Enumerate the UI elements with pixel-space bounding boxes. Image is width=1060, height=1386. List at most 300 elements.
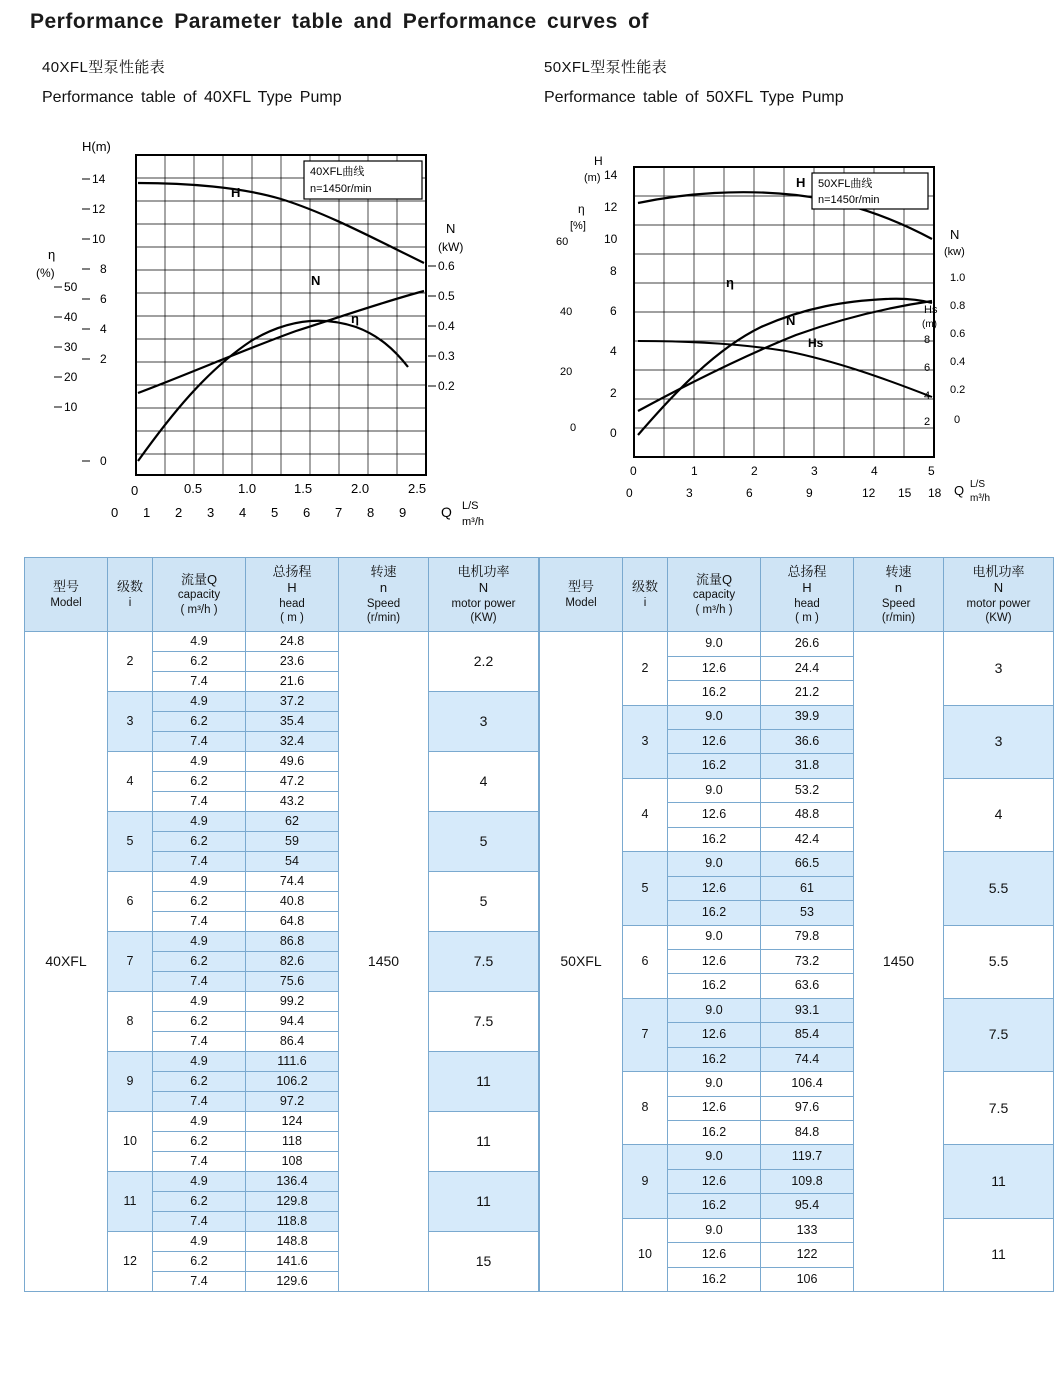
table-50xfl	[539, 557, 1054, 1292]
cell-head: 24.4	[761, 656, 854, 680]
header-power-cn: 电机功率	[457, 564, 510, 579]
cell-flow: 7.4	[153, 732, 246, 752]
cell-head: 62	[246, 812, 339, 832]
cell-flow: 6.2	[153, 1012, 246, 1032]
chart-40xfl-svg	[26, 135, 546, 535]
chart-50xfl-svg	[546, 135, 1060, 535]
svg-text:12: 12	[862, 486, 876, 500]
cell-flow: 12.6	[668, 876, 761, 900]
header-power-unit: (KW)	[985, 611, 1012, 624]
header-head-cn: 总扬程	[272, 564, 312, 579]
cell-head: 31.8	[761, 754, 854, 778]
cell-head: 84.8	[761, 1121, 854, 1145]
svg-text:(m): (m)	[922, 319, 937, 330]
svg-text:4: 4	[871, 464, 878, 478]
svg-text:(kw): (kw)	[944, 246, 965, 258]
cell-flow: 9.0	[668, 778, 761, 802]
cell-stage: 3	[623, 705, 668, 778]
svg-text:(kW): (kW)	[438, 240, 464, 254]
cell-power: 7.5	[429, 992, 539, 1052]
cell-head: 53.2	[761, 778, 854, 802]
cell-head: 74.4	[246, 872, 339, 892]
cell-head: 94.4	[246, 1012, 339, 1032]
header-model-en: Model	[565, 596, 597, 609]
cell-flow: 9.0	[668, 852, 761, 876]
svg-text:0.6: 0.6	[950, 328, 966, 340]
header-stage-en: i	[643, 596, 647, 609]
svg-text:3: 3	[811, 464, 818, 478]
header-speed-en: Speed	[366, 597, 401, 610]
cell-power: 5	[429, 872, 539, 932]
svg-text:0.2: 0.2	[438, 379, 455, 393]
cell-flow: 9.0	[668, 925, 761, 949]
header-model-cn: 型号	[567, 579, 594, 595]
cell-stage: 11	[108, 1172, 153, 1232]
svg-text:4: 4	[924, 390, 931, 402]
cell-head: 66.5	[761, 852, 854, 876]
header-stage	[623, 558, 668, 632]
svg-text:N: N	[311, 273, 321, 288]
svg-text:0: 0	[626, 486, 633, 500]
svg-text:0: 0	[111, 505, 119, 520]
cell-power: 3	[944, 705, 1054, 778]
section-heading-cn: 50XFL型泵性能表	[544, 59, 668, 76]
cell-power: 5	[429, 812, 539, 872]
cell-stage: 12	[108, 1232, 153, 1292]
svg-text:50: 50	[64, 280, 78, 294]
cell-flow: 4.9	[153, 1172, 246, 1192]
cell-head: 40.8	[246, 892, 339, 912]
cell-stage: 4	[623, 778, 668, 851]
svg-text:2: 2	[610, 386, 617, 400]
cell-flow: 9.0	[668, 1145, 761, 1169]
cell-stage: 10	[623, 1218, 668, 1292]
cell-stage: 2	[108, 632, 153, 692]
cell-head: 108	[246, 1152, 339, 1172]
svg-text:2: 2	[175, 505, 183, 520]
cell-flow: 7.4	[153, 672, 246, 692]
cell-head: 86.4	[246, 1032, 339, 1052]
svg-text:9: 9	[806, 486, 813, 500]
header-model	[540, 558, 623, 632]
header-head-unit: ( m )	[280, 611, 304, 624]
cell-head: 93.1	[761, 998, 854, 1022]
cell-power: 3	[944, 632, 1054, 705]
cell-stage: 3	[108, 692, 153, 752]
svg-text:1.0: 1.0	[238, 481, 257, 496]
svg-text:N: N	[786, 313, 796, 328]
svg-text:40: 40	[560, 306, 573, 318]
header-flow-en: capacity	[177, 589, 221, 602]
header-head-en: head	[794, 597, 820, 610]
svg-text:8: 8	[924, 334, 931, 346]
svg-text:14: 14	[92, 172, 106, 186]
cell-head: 111.6	[246, 1052, 339, 1072]
header-head-unit: ( m )	[795, 611, 819, 624]
svg-text:0.6: 0.6	[438, 259, 455, 273]
section-heading-cn: 40XFL型泵性能表	[42, 59, 166, 76]
cell-flow: 12.6	[668, 949, 761, 973]
svg-text:H: H	[796, 175, 806, 190]
cell-flow: 4.9	[153, 632, 246, 652]
cell-head: 37.2	[246, 692, 339, 712]
cell-power: 5.5	[944, 925, 1054, 998]
svg-text:H: H	[594, 154, 603, 168]
svg-text:3: 3	[686, 486, 693, 500]
svg-text:2: 2	[100, 352, 107, 366]
svg-text:L/S: L/S	[462, 500, 479, 512]
header-model	[25, 558, 108, 632]
header-power	[944, 558, 1054, 632]
cell-head: 73.2	[761, 949, 854, 973]
cell-power: 7.5	[944, 1072, 1054, 1145]
cell-power: 7.5	[944, 998, 1054, 1071]
cell-head: 79.8	[761, 925, 854, 949]
svg-text:n=1450r/min: n=1450r/min	[310, 183, 372, 195]
cell-head: 99.2	[246, 992, 339, 1012]
cell-head: 42.4	[761, 827, 854, 851]
document-page	[0, 10, 1060, 1386]
cell-stage: 5	[623, 852, 668, 925]
svg-text:0: 0	[570, 422, 577, 434]
cell-head: 106	[761, 1267, 854, 1292]
cell-flow: 7.4	[153, 1032, 246, 1052]
svg-text:η: η	[578, 202, 585, 216]
header-flow-cn: 流量Q	[180, 572, 218, 588]
table-row	[540, 632, 1054, 656]
header-power	[429, 558, 539, 632]
cell-flow: 9.0	[668, 632, 761, 656]
performance-tables	[14, 557, 1046, 1292]
svg-text:8: 8	[367, 505, 375, 520]
svg-text:Q: Q	[441, 504, 452, 520]
table-40xfl	[24, 557, 539, 1292]
header-stage-cn: 级数	[116, 579, 143, 595]
svg-text:H: H	[231, 185, 241, 200]
svg-text:Q: Q	[954, 483, 965, 498]
cell-flow: 12.6	[668, 1243, 761, 1267]
cell-power: 11	[944, 1145, 1054, 1218]
cell-speed: 1450	[339, 632, 429, 1292]
cell-flow: 7.4	[153, 972, 246, 992]
svg-text:2.0: 2.0	[351, 481, 370, 496]
cell-flow: 6.2	[153, 1072, 246, 1092]
header-model-cn: 型号	[52, 579, 79, 595]
cell-flow: 16.2	[668, 1121, 761, 1145]
svg-text:η: η	[351, 311, 359, 326]
svg-text:6: 6	[610, 304, 617, 318]
svg-text:2: 2	[751, 464, 758, 478]
cell-head: 59	[246, 832, 339, 852]
svg-text:2.5: 2.5	[408, 481, 427, 496]
cell-flow: 4.9	[153, 872, 246, 892]
chart-40xfl	[26, 135, 546, 535]
svg-text:4: 4	[239, 505, 247, 520]
cell-power: 15	[429, 1232, 539, 1292]
header-flow-unit: ( m³/h )	[180, 603, 218, 616]
cell-stage: 2	[623, 632, 668, 705]
svg-text:5: 5	[928, 464, 935, 478]
cell-flow: 7.4	[153, 912, 246, 932]
cell-flow: 16.2	[668, 974, 761, 998]
cell-flow: 4.9	[153, 812, 246, 832]
svg-text:[%]: [%]	[570, 220, 586, 232]
cell-head: 75.6	[246, 972, 339, 992]
table-row	[25, 632, 539, 652]
svg-text:0: 0	[131, 483, 139, 498]
header-speed	[854, 558, 944, 632]
cell-head: 48.8	[761, 803, 854, 827]
cell-flow: 4.9	[153, 1232, 246, 1252]
svg-text:50XFL曲线: 50XFL曲线	[818, 178, 873, 190]
cell-head: 97.6	[761, 1096, 854, 1120]
cell-flow: 4.9	[153, 932, 246, 952]
svg-text:6: 6	[303, 505, 311, 520]
svg-text:0.5: 0.5	[438, 289, 455, 303]
svg-text:0: 0	[954, 414, 961, 426]
cell-head: 86.8	[246, 932, 339, 952]
cell-flow: 12.6	[668, 730, 761, 754]
cell-power: 11	[429, 1052, 539, 1112]
cell-head: 35.4	[246, 712, 339, 732]
section-heading-50xfl	[544, 56, 1046, 107]
svg-text:12: 12	[92, 202, 106, 216]
cell-head: 32.4	[246, 732, 339, 752]
cell-head: 141.6	[246, 1252, 339, 1272]
header-head-var: H	[802, 580, 812, 596]
cell-flow: 4.9	[153, 992, 246, 1012]
svg-text:L/S: L/S	[970, 479, 986, 490]
cell-power: 11	[429, 1112, 539, 1172]
cell-flow: 6.2	[153, 772, 246, 792]
cell-head: 136.4	[246, 1172, 339, 1192]
cell-flow: 4.9	[153, 1052, 246, 1072]
cell-head: 85.4	[761, 1023, 854, 1047]
svg-text:η: η	[726, 275, 734, 290]
svg-text:8: 8	[610, 264, 617, 278]
svg-text:H(m): H(m)	[82, 139, 111, 154]
cell-stage: 6	[108, 872, 153, 932]
header-power-unit: (KW)	[470, 611, 497, 624]
header-power-cn: 电机功率	[972, 564, 1025, 579]
cell-flow: 6.2	[153, 1252, 246, 1272]
cell-power: 5.5	[944, 852, 1054, 925]
cell-head: 53	[761, 901, 854, 925]
cell-flow: 7.4	[153, 1152, 246, 1172]
header-speed-var: n	[894, 580, 903, 596]
svg-text:4: 4	[610, 344, 617, 358]
cell-stage: 8	[108, 992, 153, 1052]
cell-flow: 12.6	[668, 803, 761, 827]
table-header	[540, 558, 1054, 632]
cell-head: 21.2	[761, 681, 854, 705]
svg-text:14: 14	[604, 168, 618, 182]
header-flow-en: capacity	[692, 589, 736, 602]
header-stage-en: i	[128, 596, 132, 609]
svg-text:30: 30	[64, 340, 78, 354]
cell-head: 106.2	[246, 1072, 339, 1092]
svg-text:5: 5	[271, 505, 279, 520]
cell-head: 122	[761, 1243, 854, 1267]
header-speed	[339, 558, 429, 632]
cell-model: 40XFL	[25, 632, 108, 1292]
svg-text:10: 10	[64, 400, 78, 414]
cell-flow: 16.2	[668, 1194, 761, 1218]
header-head-en: head	[279, 597, 305, 610]
cell-head: 82.6	[246, 952, 339, 972]
cell-flow: 12.6	[668, 1169, 761, 1193]
cell-flow: 16.2	[668, 1047, 761, 1071]
svg-text:40XFL曲线: 40XFL曲线	[310, 166, 365, 178]
cell-head: 97.2	[246, 1092, 339, 1112]
cell-stage: 10	[108, 1112, 153, 1172]
cell-head: 124	[246, 1112, 339, 1132]
header-head-var: H	[287, 580, 297, 596]
header-head-cn: 总扬程	[787, 564, 827, 579]
cell-head: 119.7	[761, 1145, 854, 1169]
svg-text:(%): (%)	[36, 266, 55, 280]
header-flow-unit: ( m³/h )	[695, 603, 733, 616]
cell-head: 61	[761, 876, 854, 900]
cell-flow: 7.4	[153, 1092, 246, 1112]
svg-text:4: 4	[100, 322, 107, 336]
svg-text:15: 15	[898, 486, 912, 500]
header-speed-cn: 转速	[885, 564, 912, 579]
cell-stage: 5	[108, 812, 153, 872]
cell-flow: 4.9	[153, 692, 246, 712]
header-head	[761, 558, 854, 632]
cell-head: 21.6	[246, 672, 339, 692]
table-body-40xfl	[25, 632, 539, 1292]
svg-text:6: 6	[924, 362, 931, 374]
cell-head: 95.4	[761, 1194, 854, 1218]
svg-text:3: 3	[207, 505, 215, 520]
section-headings	[14, 56, 1046, 107]
svg-text:n=1450r/min: n=1450r/min	[818, 194, 880, 206]
svg-text:60: 60	[556, 236, 569, 248]
cell-head: 129.6	[246, 1272, 339, 1292]
cell-stage: 6	[623, 925, 668, 998]
svg-text:m³/h: m³/h	[970, 493, 990, 504]
svg-text:m³/h: m³/h	[462, 516, 484, 528]
cell-power: 7.5	[429, 932, 539, 992]
svg-text:0.5: 0.5	[184, 481, 203, 496]
svg-text:10: 10	[604, 232, 618, 246]
cell-flow: 16.2	[668, 754, 761, 778]
cell-head: 148.8	[246, 1232, 339, 1252]
cell-head: 129.8	[246, 1192, 339, 1212]
cell-flow: 6.2	[153, 1192, 246, 1212]
cell-head: 26.6	[761, 632, 854, 656]
svg-text:0.3: 0.3	[438, 349, 455, 363]
cell-model: 50XFL	[540, 632, 623, 1292]
cell-flow: 16.2	[668, 1267, 761, 1292]
cell-flow: 6.2	[153, 652, 246, 672]
cell-flow: 12.6	[668, 1096, 761, 1120]
svg-text:6: 6	[746, 486, 753, 500]
cell-flow: 7.4	[153, 792, 246, 812]
header-power-en: motor power	[966, 597, 1031, 610]
svg-text:N: N	[446, 221, 456, 236]
chart-50xfl	[546, 135, 1060, 535]
cell-stage: 7	[623, 998, 668, 1071]
page-title: Performance Parameter table and Performance curves of	[30, 10, 649, 33]
svg-text:0.2: 0.2	[950, 384, 966, 396]
cell-flow: 16.2	[668, 901, 761, 925]
cell-flow: 9.0	[668, 705, 761, 729]
cell-head: 49.6	[246, 752, 339, 772]
cell-speed: 1450	[854, 632, 944, 1292]
cell-flow: 4.9	[153, 752, 246, 772]
cell-head: 133	[761, 1218, 854, 1242]
cell-stage: 8	[623, 1072, 668, 1145]
table-body-50xfl	[540, 632, 1054, 1292]
svg-text:1: 1	[691, 464, 698, 478]
cell-flow: 6.2	[153, 832, 246, 852]
cell-power: 4	[944, 778, 1054, 851]
svg-text:20: 20	[64, 370, 78, 384]
cell-power: 11	[429, 1172, 539, 1232]
cell-stage: 7	[108, 932, 153, 992]
svg-text:η: η	[48, 247, 56, 262]
cell-flow: 12.6	[668, 1023, 761, 1047]
svg-text:9: 9	[399, 505, 407, 520]
cell-flow: 12.6	[668, 656, 761, 680]
cell-power: 4	[429, 752, 539, 812]
cell-flow: 7.4	[153, 1212, 246, 1232]
svg-text:0: 0	[610, 426, 617, 440]
header-flow	[153, 558, 246, 632]
cell-power: 2.2	[429, 632, 539, 692]
cell-flow: 6.2	[153, 892, 246, 912]
header-flow-cn: 流量Q	[695, 572, 733, 588]
svg-text:0.4: 0.4	[950, 356, 966, 368]
cell-head: 63.6	[761, 974, 854, 998]
cell-flow: 7.4	[153, 852, 246, 872]
header-speed-unit: (r/min)	[881, 611, 916, 624]
svg-text:1: 1	[143, 505, 151, 520]
svg-text:10: 10	[92, 232, 106, 246]
performance-curves	[14, 135, 1046, 535]
cell-head: 23.6	[246, 652, 339, 672]
cell-head: 47.2	[246, 772, 339, 792]
cell-head: 106.4	[761, 1072, 854, 1096]
svg-text:40: 40	[64, 310, 78, 324]
cell-stage: 9	[623, 1145, 668, 1218]
cell-head: 109.8	[761, 1169, 854, 1193]
cell-flow: 4.9	[153, 1112, 246, 1132]
header-speed-var: n	[379, 580, 388, 596]
section-heading-40xfl	[42, 56, 544, 107]
svg-text:(m): (m)	[584, 172, 601, 184]
cell-head: 36.6	[761, 730, 854, 754]
svg-text:18: 18	[928, 486, 942, 500]
cell-flow: 6.2	[153, 952, 246, 972]
cell-flow: 16.2	[668, 681, 761, 705]
svg-text:0: 0	[100, 454, 107, 468]
svg-text:7: 7	[335, 505, 343, 520]
svg-text:2: 2	[924, 416, 931, 428]
header-power-var: N	[993, 580, 1004, 596]
cell-flow: 7.4	[153, 1272, 246, 1292]
svg-text:8: 8	[100, 262, 107, 276]
header-power-en: motor power	[451, 597, 516, 610]
svg-text:Hs: Hs	[924, 304, 938, 316]
svg-text:6: 6	[100, 292, 107, 306]
cell-flow: 9.0	[668, 998, 761, 1022]
cell-flow: 6.2	[153, 1132, 246, 1152]
section-heading-en: Performance table of 40XFL Type Pump	[42, 89, 342, 106]
